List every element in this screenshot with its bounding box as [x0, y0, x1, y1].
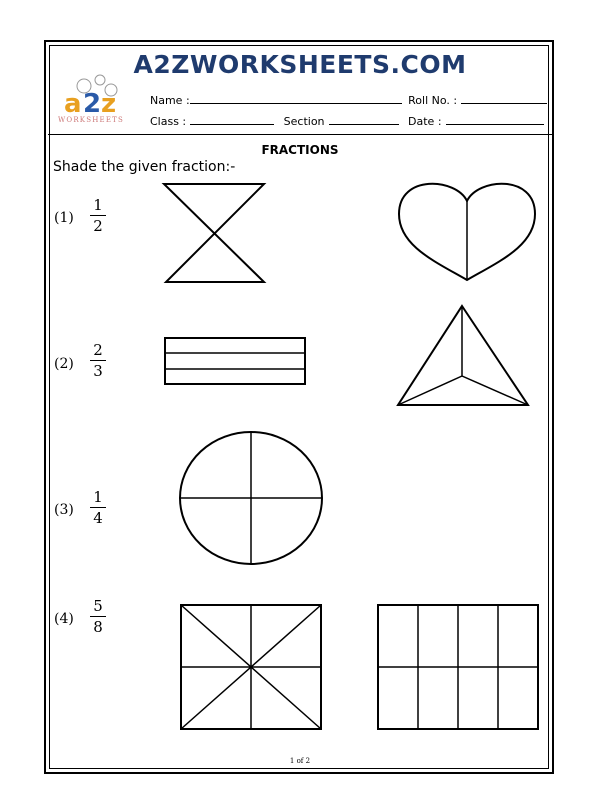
roll-field[interactable] [461, 94, 547, 104]
section-field[interactable] [329, 115, 399, 125]
section-label: Section [283, 115, 325, 128]
page-number: 1 of 2 [289, 757, 311, 765]
question-3-number: (3) [54, 502, 74, 518]
class-row [150, 115, 544, 128]
heart-shape[interactable] [396, 176, 538, 284]
question-4-fraction [88, 597, 108, 636]
fraction-denominator: 3 [93, 362, 103, 380]
question-1-fraction [88, 196, 108, 235]
svg-text:2: 2 [83, 89, 102, 119]
name-field[interactable] [190, 94, 402, 104]
circle-shape[interactable] [178, 430, 324, 566]
fraction-numerator: 1 [93, 196, 103, 214]
fraction-numerator: 2 [93, 341, 103, 359]
striped-rectangle-shape[interactable] [164, 337, 306, 387]
triangle-shape[interactable] [396, 304, 530, 408]
logo-subtext: WORKSHEETS [58, 116, 125, 124]
question-3-fraction [88, 488, 108, 527]
fraction-denominator: 8 [93, 618, 103, 636]
square-with-diagonals-shape[interactable] [179, 603, 323, 731]
worksheet-title: FRACTIONS [261, 143, 339, 157]
header-divider [48, 134, 552, 135]
fraction-denominator: 4 [93, 509, 103, 527]
class-label: Class : [150, 115, 187, 128]
question-4-number: (4) [54, 611, 74, 627]
question-1-number: (1) [54, 210, 74, 226]
roll-label: Roll No. : [408, 94, 458, 107]
class-field[interactable] [190, 115, 274, 125]
date-field[interactable] [446, 115, 544, 125]
site-logo [56, 68, 136, 126]
fraction-denominator: 2 [93, 217, 103, 235]
name-row [150, 94, 547, 107]
question-2-fraction [88, 341, 108, 380]
logo-text: a [64, 89, 82, 119]
question-2-number: (2) [54, 356, 74, 372]
instruction-text: Shade the given fraction:- [53, 159, 236, 175]
date-label: Date : [408, 115, 442, 128]
fraction-numerator: 5 [93, 597, 103, 615]
hourglass-shape[interactable] [160, 180, 270, 286]
site-title: A2ZWORKSHEETS.COM [133, 50, 467, 79]
fraction-numerator: 1 [93, 488, 103, 506]
grid-rectangle-shape[interactable] [376, 603, 540, 731]
name-label: Name : [150, 94, 190, 107]
logo-icon [56, 68, 136, 126]
svg-text:z: z [101, 89, 117, 119]
